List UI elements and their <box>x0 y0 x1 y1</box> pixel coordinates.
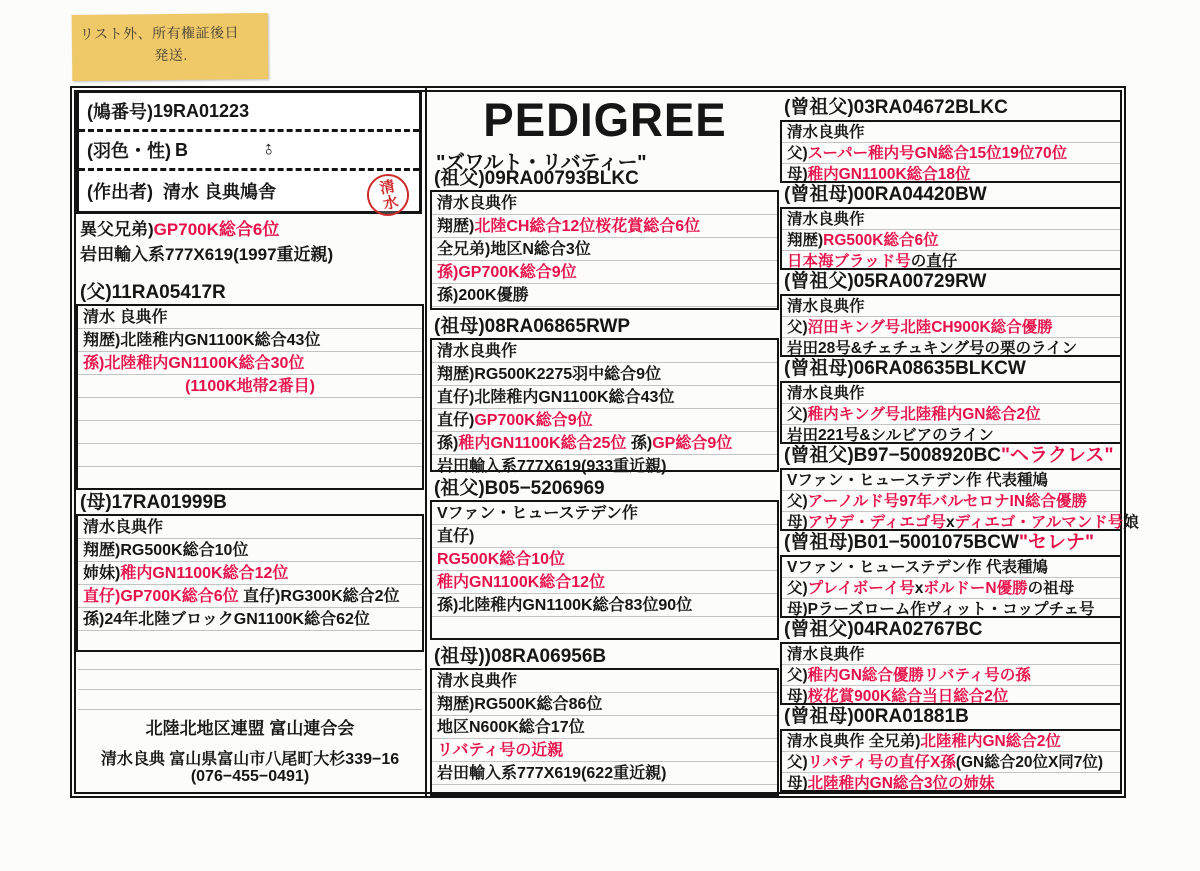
section-box <box>76 514 424 652</box>
pedigree-line: 翔歴)北陸稚内GN1100K総合43位 <box>83 332 321 349</box>
pedigree-line: 母)稚内GN1100K総合18位 <box>787 166 971 183</box>
section-box <box>430 500 779 640</box>
pedigree-line: 地区N600K総合17位 <box>437 719 585 736</box>
pedigree-section <box>780 183 1122 270</box>
breeder-row <box>79 171 419 211</box>
pedigree-line: Vファン・ヒューステデン作 代表種鳩 <box>787 559 1048 576</box>
pedigree-section <box>780 705 1122 792</box>
pedigree-section <box>430 646 779 796</box>
pedigree-line: 清水良典作 <box>437 343 518 360</box>
section-box <box>780 381 1122 444</box>
pedigree-line: 父)稚内キング号北陸稚内GN総合2位 <box>787 406 1041 423</box>
color-sex-value: B <box>175 139 188 160</box>
pedigree-line: 岩田輸入系777X619(933重近親) <box>437 458 667 475</box>
breeder-value: 清水 良典鳩舎 <box>163 182 277 202</box>
pedigree-line: 翔歴)RG500K総合86位 <box>437 696 603 713</box>
pedigree-line: 孫)北陸稚内GN1100K総合83位90位 <box>437 597 693 614</box>
pedigree-section <box>76 492 424 652</box>
club-name: 北陸北地区連盟 富山連合会 <box>145 719 355 738</box>
ring-number-value: 19RA01223 <box>153 100 250 121</box>
pedigree-line: 孫)稚内GN1100K総合25位 孫)GP総合9位 <box>437 435 733 452</box>
section-header: (祖母)08RA06865RWP <box>434 316 631 337</box>
section-header: (曾祖父)05RA00729RW <box>784 271 987 292</box>
pedigree-line: 清水良典作 <box>83 519 164 536</box>
section-box <box>430 668 779 796</box>
pedigree-line: 孫)200K優勝 <box>437 287 529 304</box>
pedigree-section <box>430 316 779 475</box>
pedigree-line: リバティ号の近親 <box>437 742 564 759</box>
section-box <box>780 555 1122 618</box>
right-sections <box>780 96 1139 792</box>
section-header: (曾祖母)B01−5001075BCW"セレナ" <box>784 532 1094 553</box>
pedigree-line: 直仔)北陸稚内GN1100K総合43位 <box>437 389 675 406</box>
footer-ruled-lines <box>78 650 422 712</box>
section-header: (祖母))08RA06956B <box>434 646 607 667</box>
pedigree-line: 父)リバティ号の直仔X孫(GN総合20位X同7位) <box>787 754 1104 771</box>
pedigree-line: 直仔) <box>437 528 475 545</box>
pedigree-line: 父)スーパー稚内号GN総合15位19位70位 <box>787 145 1068 162</box>
pedigree-line: 岩田輸入系777X619(622重近親) <box>437 765 667 782</box>
pedigree-line: 岩田28号&チェチュキング号の栗のライン <box>787 340 1078 357</box>
pedigree-line: (1100K地帯2番目) <box>185 378 315 395</box>
pedigree-section <box>780 96 1122 183</box>
section-header: (祖父)09RA00793BLKC <box>434 168 639 189</box>
breeder-stamp-icon: 清水 <box>363 170 413 220</box>
pedigree-title: PEDIGREE <box>483 93 727 146</box>
pedigree-line: 父)アーノルド号97年バルセロナIN総合優勝 <box>787 493 1088 510</box>
pedigree-section <box>430 478 779 640</box>
pedigree-line: 直仔)GP700K総合6位 直仔)RG300K総合2位 <box>83 588 400 605</box>
bird-name: "ズワルト・リバティー" <box>436 152 647 174</box>
pedigree-section <box>780 357 1122 444</box>
pedigree-line: 孫)24年北陸ブロックGN1100K総合62位 <box>83 611 370 628</box>
pedigree-line: 母)アウデ・ディエゴ号xディエゴ・アルマンド号娘 <box>787 514 1139 531</box>
section-box <box>780 120 1122 183</box>
section-header: (母)17RA01999B <box>80 492 227 513</box>
pedigree-section <box>780 270 1122 357</box>
ring-number-label: (鳩番号) <box>87 102 153 122</box>
section-header: (曾祖母)00RA04420BW <box>784 184 987 205</box>
breeder-address: 清水良典 富山県富山市八尾町大杉339−16 <box>100 751 400 768</box>
pedigree-line: 孫)GP700K総合9位 <box>437 264 577 281</box>
section-box <box>780 294 1122 357</box>
color-sex-row <box>79 132 419 171</box>
pedigree-line: 父)沼田キング号北陸CH900K総合優勝 <box>787 319 1053 336</box>
pedigree-line: Vファン・ヒューステデン作 代表種鳩 <box>787 472 1048 489</box>
section-header: (曾祖父)B97−5008920BC"ヘラクレス" <box>784 445 1114 466</box>
pedigree-section <box>76 282 424 490</box>
pedigree-line: 父)稚内GN総合優勝リバティ号の孫 <box>787 667 1031 684</box>
section-header: (曾祖母)00RA01881B <box>784 706 969 727</box>
pedigree-section <box>780 444 1139 531</box>
section-header: (祖父)B05−5206969 <box>434 478 605 499</box>
pedigree-line: 清水良典作 全兄弟)北陸稚内GN総合2位 <box>787 733 1061 750</box>
male-symbol: ♂ <box>256 136 283 163</box>
pedigree-line: 姉妹)稚内GN1100K総合12位 <box>83 565 289 582</box>
pedigree-line: 孫)北陸稚内GN1100K総合30位 <box>83 355 305 372</box>
pedigree-line: 岩田輸入系777X619(1997重近親) <box>80 245 334 264</box>
section-header: (曾祖父)04RA02767BC <box>784 619 983 640</box>
pedigree-line: 稚内GN1100K総合12位 <box>437 574 606 591</box>
column-divider <box>425 88 427 796</box>
color-sex-label: (羽色・性) <box>87 141 171 161</box>
pedigree-line: 清水良典作 <box>787 298 865 315</box>
note-line-1: リスト外、所有権証後日 <box>79 24 240 42</box>
pedigree-line: 直仔)GP700K総合9位 <box>437 412 593 429</box>
pedigree-line: 岩田221号&シルビアのライン <box>787 427 994 444</box>
section-box <box>780 468 1139 531</box>
pedigree-line: 日本海ブラッド号の直仔 <box>787 253 958 270</box>
pedigree-section <box>780 618 1122 705</box>
section-box <box>780 207 1122 270</box>
left-sections <box>76 282 424 654</box>
pedigree-section <box>430 168 779 310</box>
pedigree-line: 清水良典作 <box>787 211 865 228</box>
breeder-phone: (076−455−0491) <box>190 768 310 785</box>
pedigree-line: 母)Pラーズローム作ヴィット・コップチェ号 <box>787 601 1095 618</box>
pedigree-line: 清水良典作 <box>787 385 865 402</box>
section-header: (曾祖母)06RA08635BLKCW <box>784 358 1026 379</box>
pedigree-line: 清水良典作 <box>437 673 518 690</box>
half-sibling-lines <box>80 217 424 267</box>
pedigree-line: 母)桜花賞900K総合当日総合2位 <box>787 688 1009 705</box>
breeder-label: (作出者) <box>87 182 153 202</box>
pedigree-section <box>780 531 1122 618</box>
pedigree-line: 翔歴)RG500K2275羽中総合9位 <box>437 366 662 383</box>
pedigree-line: 全兄弟)地区N総合3位 <box>437 241 591 258</box>
sticky-note <box>72 13 269 81</box>
pedigree-line: 清水良典作 <box>787 646 865 663</box>
pedigree-line: Vファン・ヒューステデン作 <box>437 505 638 522</box>
pedigree-line: 清水 良典作 <box>83 309 168 326</box>
section-box <box>430 190 779 310</box>
pedigree-line: 異父兄弟)GP700K総合6位 <box>80 220 280 239</box>
section-box <box>780 642 1122 705</box>
pedigree-line: 翔歴)北陸CH総合12位桜花賞総合6位 <box>437 218 701 235</box>
section-box <box>780 729 1122 792</box>
pedigree-line: 清水良典作 <box>437 195 518 212</box>
section-box <box>430 338 779 475</box>
pedigree-line: 清水良典作 <box>787 124 865 141</box>
ring-number-row <box>79 93 419 132</box>
pedigree-line: RG500K総合10位 <box>437 551 566 568</box>
section-header: (父)11RA05417R <box>80 282 226 303</box>
pedigree-line: 翔歴)RG500K総合10位 <box>83 542 249 559</box>
pedigree-line: 母)北陸稚内GN総合3位の姉妹 <box>787 775 995 792</box>
section-box <box>76 304 424 490</box>
center-sections <box>430 168 779 802</box>
section-header: (曾祖父)03RA04672BLKC <box>784 97 1008 118</box>
pedigree-line: 翔歴)RG500K総合6位 <box>787 232 939 249</box>
bird-info-box <box>76 90 422 214</box>
note-line-2: 発送. <box>154 46 188 64</box>
pedigree-line: 父)プレイボーイ号xボルドーN優勝の祖母 <box>787 580 1075 597</box>
